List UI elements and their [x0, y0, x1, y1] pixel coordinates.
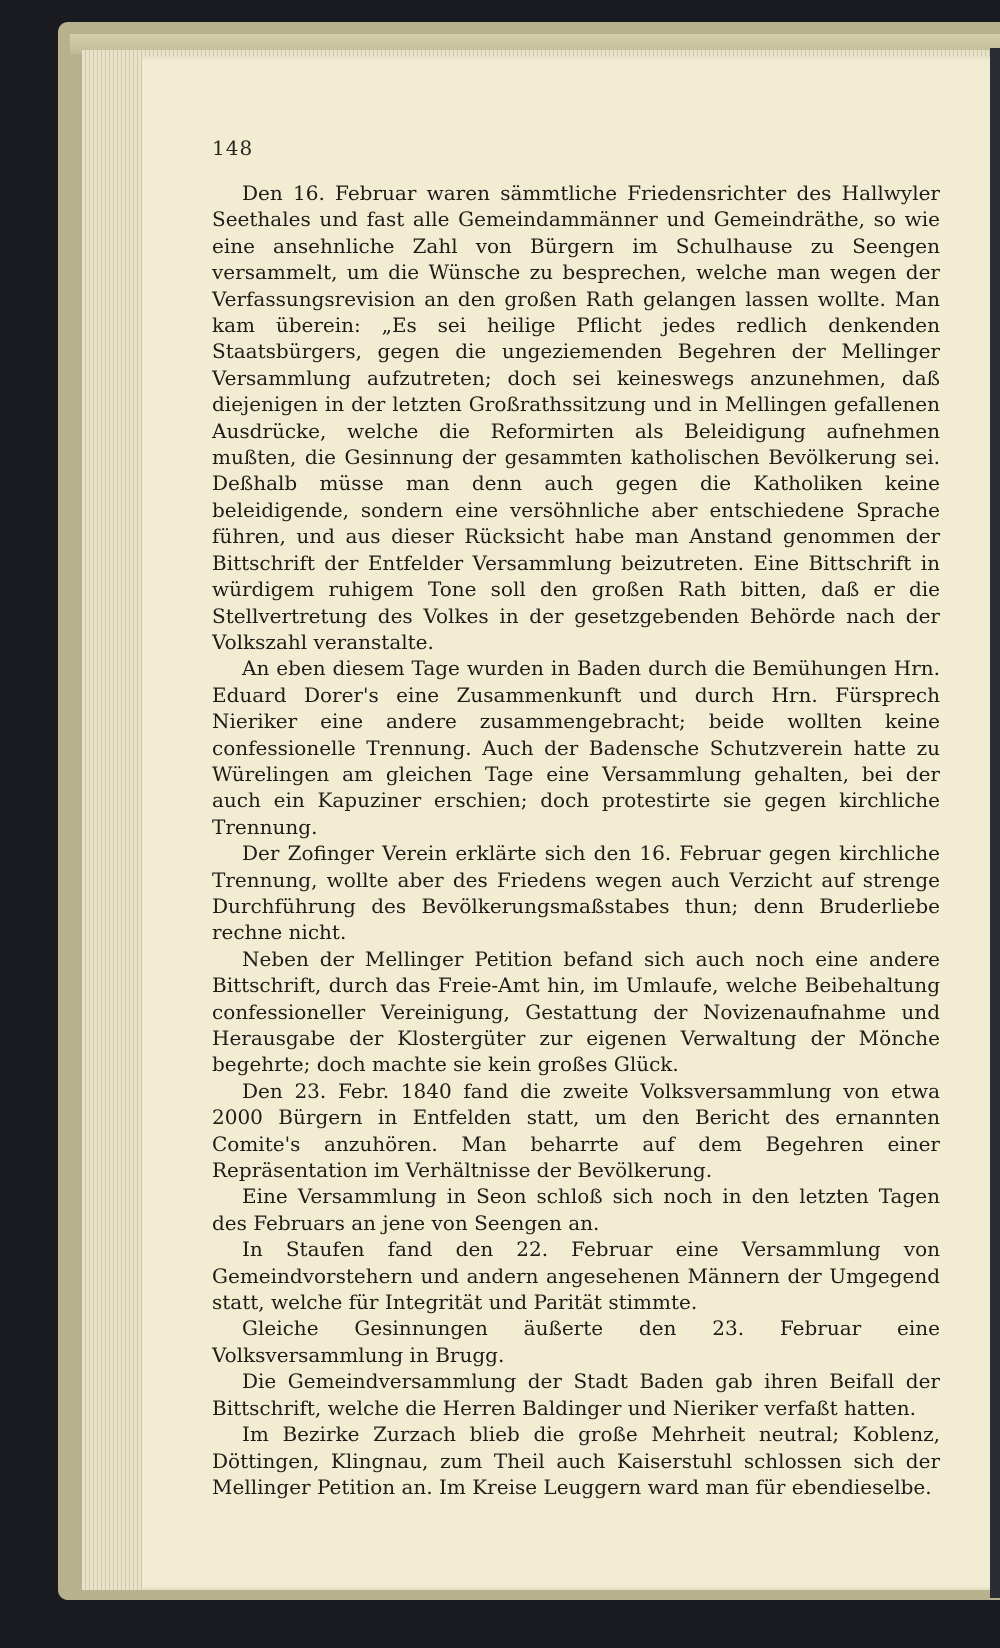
- paragraph: Gleiche Gesinnungen äußerte den 23. Februar eine Volksversammlung in Brugg.: [212, 1316, 940, 1367]
- body-text: [212, 180, 940, 1500]
- paragraph: Im Bezirke Zurzach blieb die große Mehrheit neutral; Koblenz, Döttingen, Klingnau, zum Theil auch Kaiserstuhl schlossen sich der Mellinger Petition an. Im Kreise Leuggern ward man für ebendieselbe.: [212, 1422, 940, 1499]
- paragraph: Neben der Mellinger Petition befand sich auch noch eine andere Bittschrift, durch das Freie-Amt hin, im Umlaufe, welche Beibehaltung confessioneller Vereinigung, Gestattung der Novizenaufnahme und Herausgabe der Klostergüter zur eigenen Verwaltung der Mönche begehrte; doch machte sie kein großes Glück.: [212, 946, 940, 1077]
- paragraph: Die Gemeindversammlung der Stadt Baden gab ihren Beifall der Bittschrift, welche die Herren Baldinger und Nieriker verfaßt hatten.: [212, 1369, 940, 1420]
- paragraph: Der Zofinger Verein erklärte sich den 16. Februar gegen kirchliche Trennung, wollte aber des Friedens wegen auch Verzicht auf strenge Durchführung des Bevölkerungsmaßstabes thun; denn Bruderliebe rechne nicht.: [212, 841, 940, 945]
- paragraph: An eben diesem Tage wurden in Baden durch die Bemühungen Hrn. Eduard Dorer's eine Zusammenkunft und durch Hrn. Fürsprech Nieriker eine andere zusammengebracht; beide wollten keine confessionelle Trennung. Auch der Badensche Schutzverein hatte zu Würelingen am gleichen Tage eine Versammlung gehalten, bei der auch ein Kapuziner erschien; doch protestirte sie gegen kirchliche Trennung.: [212, 656, 940, 839]
- right-gutter: [990, 48, 1000, 1598]
- paragraph: Den 23. Febr. 1840 fand die zweite Volksversammlung von etwa 2000 Bürgern in Entfelden statt, um den Bericht des ernannten Comite's anzuhören. Man beharrte auf dem Begehren einer Repräsentation im Verhältnisse der Bevölkerung.: [212, 1078, 940, 1183]
- page-number: 148: [212, 136, 254, 160]
- paragraph: In Staufen fand den 22. Februar eine Versammlung von Gemeindvorstehern und andern angesehenen Männern der Umgegend statt, welche für Integrität und Parität stimmte.: [212, 1237, 940, 1315]
- paragraph: Den 16. Februar waren sämmtliche Friedensrichter des Hallwyler Seethales und fast alle Gemeindammänner und Gemeindräthe, so wie eine ansehnliche Zahl von Bürgern im Schulhause zu Seengen versammelt, um die Wünsche zu besprechen, welche man wegen der Verfassungsrevision an den großen Rath gelangen lassen wollte. Man kam überein: „Es sei heilige Pflicht jedes redlich denkenden Staatsbürgers, gegen die ungeziemenden Begehren der Mellinger Versammlung aufzutreten; doch sei keineswegs anzunehmen, daß diejenigen in der letzten Großrathssitzung und in Mellingen gefallenen Ausdrücke, welche die Reformirten als Beleidigung aufnehmen mußten, die Gesinnung der gesammten katholischen Bevölkerung sei. Deßhalb müsse man denn auch gegen die Katholiken keine beleidigende, sondern eine versöhnliche aber entschiedene Sprache führen, und aus dieser Rücksicht habe man Anstand genommen der Bittschrift der Entfelder Versammlung beizutreten. Eine Bittschrift in würdigem ruhigem Tone soll den großen Rath bitten, daß er die Stellvertretung des Volkes in der gesetzgebenden Behörde nach der Volkszahl veranstalte.: [212, 181, 940, 654]
- paragraph: Eine Versammlung in Seon schloß sich noch in den letzten Tagen des Februars an jene von Seengen an.: [212, 1184, 940, 1235]
